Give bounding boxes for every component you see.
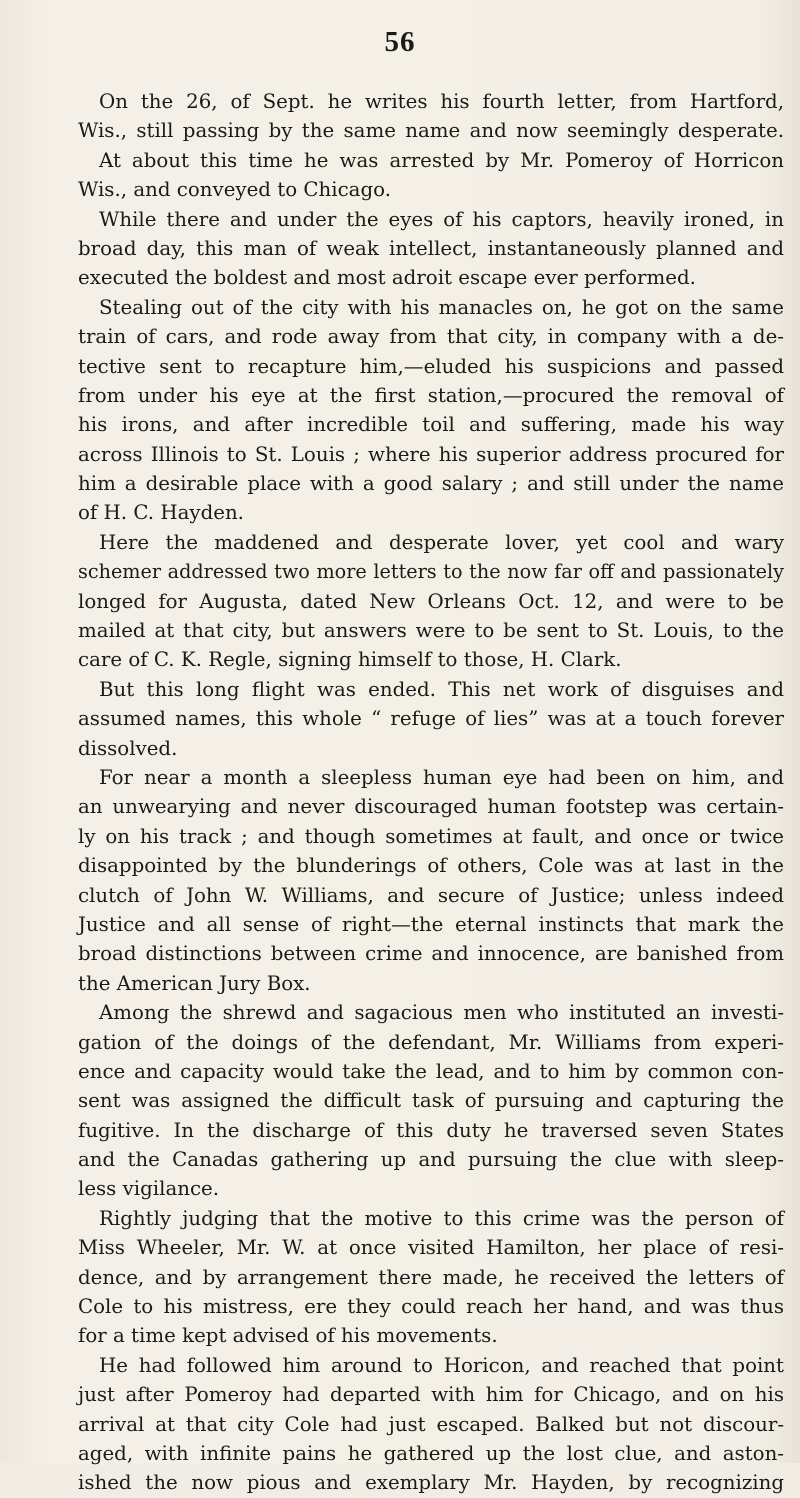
text-line: the American Jury Box. [78,971,311,995]
text-line: care of C. K. Regle, signing himself to those, H. Clark. [78,648,622,672]
text-line: an unwearying and never discouraged human footstep was certain- [78,795,784,819]
text-line: disappointed by the blunderings of others, Cole was at last in the [78,854,784,878]
text-line: At about this time he was arrested by Mr. Pomeroy of Horricon [99,148,784,172]
text-line: ished the now pious and exemplary Mr. Hayden, by recognizing [78,1471,784,1495]
text-line: For near a month a sleepless human eye had been on him, and [99,765,784,789]
text-line: arrival at that city Cole had just escaped. Balked but not discour- [78,1412,784,1436]
text-line: and the Canadas gathering up and pursuing the clue with sleep- [78,1148,784,1172]
text-line: tective sent to recapture him,—eluded his suspicions and passed [78,354,784,378]
text-line: just after Pomeroy had departed with him for Chicago, and on his [78,1383,784,1407]
text-line: from under his eye at the first station,—procured the removal of [78,383,784,407]
text-line: of H. C. Hayden. [78,501,244,525]
body-text [78,87,784,1498]
text-line: across Illinois to St. Louis ; where his superior address procured for [78,442,784,466]
text-line: Wis., and conveyed to Chicago. [78,178,391,202]
text-line: him a desirable place with a good salary ; and still under the name [78,472,784,496]
text-line: Wis., still passing by the same name and now seemingly desperate. [78,119,784,143]
text-line: assumed names, this whole “ refuge of lies” was at a touch forever [78,707,784,731]
text-line: Stealing out of the city with his manacles on, he got on the same [99,295,784,319]
text-line: Among the shrewd and sagacious men who instituted an investi- [99,1001,784,1025]
text-line: Here the maddened and desperate lover, yet cool and wary [99,530,784,554]
text-line: fugitive. In the discharge of this duty he traversed seven States [78,1118,784,1142]
text-line: But this long flight was ended. This net work of disguises and [99,677,784,701]
text-line: ly on his track ; and though sometimes at fault, and once or twice [78,824,784,848]
text-line: dence, and by arrangement there made, he received the letters of [78,1265,784,1289]
text-line: On the 26, of Sept. he writes his fourth letter, from Hartford, [99,90,784,113]
text-line: aged, with infinite pains he gathered up the lost clue, and aston- [78,1441,784,1465]
text-line: Rightly judging that the motive to this crime was the person of [99,1206,784,1230]
text-line: clutch of John W. Williams, and secure of Justice; unless indeed [78,883,784,907]
text-line: sent was assigned the difficult task of pursuing and capturing the [78,1089,784,1113]
text-line: executed the boldest and most adroit escape ever performed. [78,266,696,290]
text-line: train of cars, and rode away from that city, in company with a de- [78,325,784,349]
text-line: Cole to his mistress, ere they could reach her hand, and was thus [78,1295,784,1319]
text-line: his irons, and after incredible toil and suffering, made his way [78,413,784,437]
text-line: longed for Augusta, dated New Orleans Oct. 12, and were to be [78,589,784,613]
text-line: broad distinctions between crime and innocence, are banished from [78,942,784,966]
text-line: dissolved. [78,736,178,760]
text-line: Miss Wheeler, Mr. W. at once visited Hamilton, her place of resi- [78,1236,784,1260]
text-line: for a time kept advised of his movements. [78,1324,498,1348]
text-line: schemer addressed two more letters to the now far off and passionately [78,560,784,584]
text-line: mailed at that city, but answers were to be sent to St. Louis, to the [78,619,784,643]
text-line: gation of the doings of the defendant, Mr. Williams from experi- [78,1030,784,1054]
text-line: ence and capacity would take the lead, and to him by common con- [78,1059,784,1083]
text-line: He had followed him around to Horicon, and reached that point [99,1353,784,1377]
text-line: While there and under the eyes of his captors, heavily ironed, in [99,207,784,231]
text-line: broad day, this man of weak intellect, instantaneously planned and [78,236,784,260]
text-line: less vigilance. [78,1177,220,1201]
page-number: 56 [384,26,416,58]
text-line: Justice and all sense of right—the eternal instincts that mark the [78,912,784,936]
